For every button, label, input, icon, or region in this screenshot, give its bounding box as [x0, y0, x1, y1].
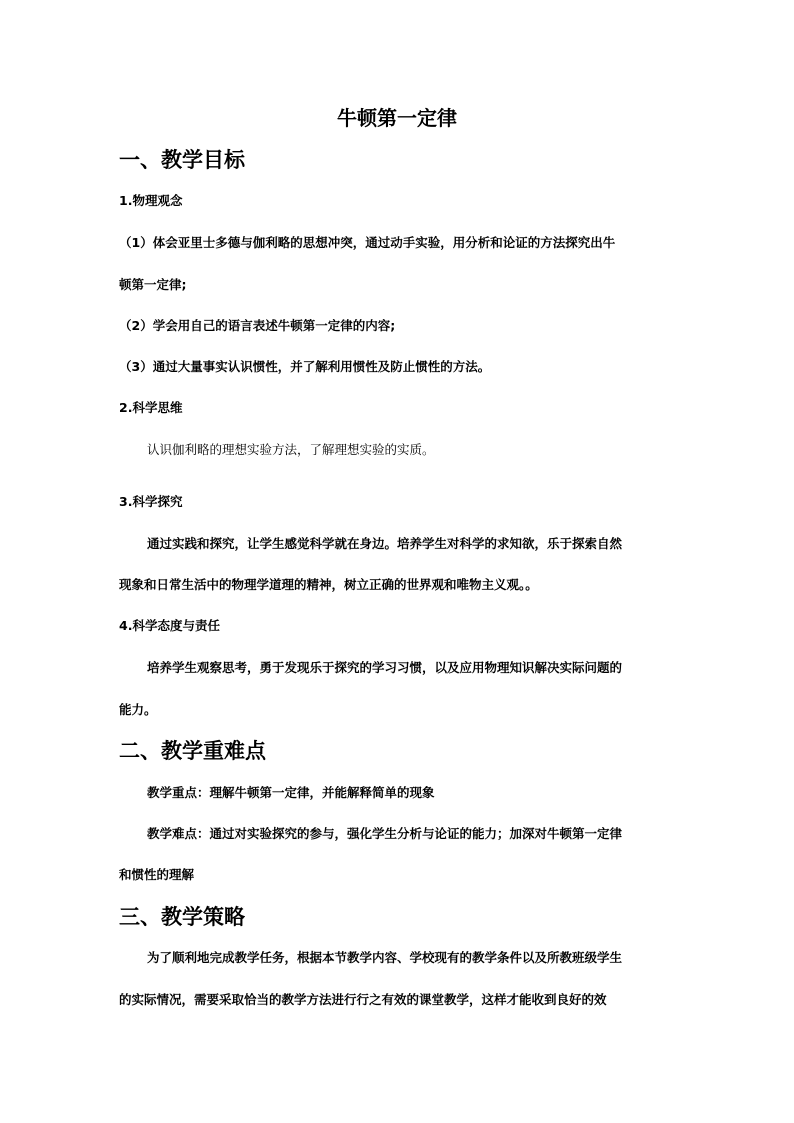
paragraph-difficult-point-line2: 和惯性的理解 — [119, 867, 195, 882]
paragraph-objective-1-line2: 顿第一定律; — [119, 277, 187, 292]
paragraph-strategy-line1: 为了顺利地完成教学任务，根据本节教学内容、学校现有的教学条件以及所教班级学生 — [147, 950, 623, 965]
paragraph-objective-2: （2）学会用自己的语言表述牛顿第一定律的内容; — [119, 318, 396, 333]
paragraph-objective-1-line1: （1）体会亚里士多德与伽利略的思想冲突，通过动手实验，用分析和论证的方法探究出牛 — [119, 235, 616, 250]
paragraph-objective-3: （3）通过大量事实认识惯性，并了解利用惯性及防止惯性的方法。 — [119, 359, 491, 374]
paragraph-inquiry-line1: 通过实践和探究，让学生感觉科学就在身边。培养学生对科学的求知欲，乐于探索自然 — [147, 536, 623, 551]
paragraph-inquiry-line2: 现象和日常生活中的物理学道理的精神，树立正确的世界观和唯物主义观。。 — [119, 577, 538, 592]
section-heading-key-difficult-points: 二、教学重难点 — [119, 739, 266, 763]
paragraph-attitude-line2: 能力。 — [119, 702, 157, 717]
paragraph-scientific-thinking: 认识伽利略的理想实验方法，了解理想实验的实质。 — [147, 442, 435, 457]
paragraph-difficult-point-line1: 教学难点：通过对实验探究的参与，强化学生分析与论证的能力；加深对牛顿第一定律 — [147, 826, 623, 841]
paragraph-key-point: 教学重点：理解牛顿第一定律，并能解释简单的现象 — [147, 785, 435, 800]
paragraph-strategy-line2: 的实际情况，需要采取恰当的教学方法进行行之有效的课堂教学，这样才能收到良好的效 — [119, 992, 607, 1007]
subheading-physics-concept: 1.物理观念 — [119, 193, 183, 208]
section-heading-teaching-strategy: 三、教学策略 — [119, 905, 245, 929]
document-title: 牛顿第一定律 — [337, 106, 457, 130]
subheading-scientific-thinking: 2.科学思维 — [119, 400, 183, 415]
subheading-scientific-inquiry: 3.科学探究 — [119, 494, 183, 509]
paragraph-attitude-line1: 培养学生观察思考，勇于发现乐于探究的学习习惯，以及应用物理知识解决实际问题的 — [147, 660, 623, 675]
section-heading-teaching-objectives: 一、教学目标 — [119, 148, 245, 172]
subheading-attitude-responsibility: 4.科学态度与责任 — [119, 618, 220, 633]
